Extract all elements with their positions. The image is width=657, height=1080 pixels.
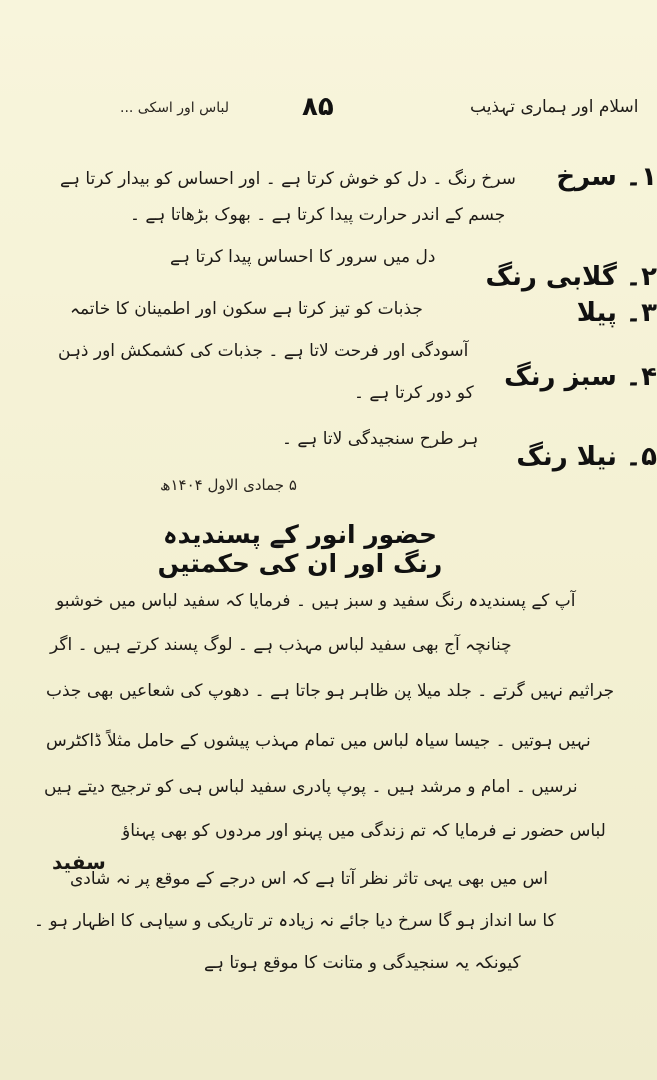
paragraph-line: جراثیم نہیں گرتے ۔ جلد میلا پن ظاہر ہو جاتا ہے ۔ دھوپ کی شعاعیں بھی جذب — [46, 681, 615, 701]
heading-red: ۱۔ سرخ — [556, 162, 657, 192]
page-header — [0, 92, 657, 132]
description-line: جذبات کو تیز کرتا ہے سکون اور اطمینان کا خاتمہ — [70, 299, 423, 319]
description-line: دل میں سرور کا احساس پیدا کرتا ہے — [170, 247, 436, 267]
header-left-text: لباس اور اسکی ... — [120, 100, 229, 116]
paragraph-line: نرسیں ۔ امام و مرشد ہیں ۔ پوپ پادری سفید لباس ہی کو ترجیح دیتے ہیں — [44, 777, 578, 797]
description-line: جسم کے اندر حرارت پیدا کرتا ہے ۔ بھوک بڑھاتا ہے ۔ — [130, 205, 506, 225]
description-line: سرخ رنگ ۔ دل کو خوش کرتا ہے ۔ اور احساس کو بیدار کرتا ہے — [60, 169, 516, 189]
paragraph-line: نہیں ہوتیں ۔ جیسا سیاہ لباس میں تمام مہذب پیشوں کے حامل مثلاً ڈاکٹرس — [46, 731, 591, 751]
description-line: کو دور کرتا ہے ۔ — [354, 383, 474, 403]
date-note: ۵ جمادی الاول ۱۴۰۴ھ — [160, 476, 297, 494]
page-number: ۸۵ — [302, 92, 334, 122]
paragraph-line: اس میں بھی یہی تاثر نظر آتا ہے کہ اس درجے کے موقع پر نہ شادی — [70, 869, 548, 889]
heading-pink: ۲۔ گلابی رنگ — [485, 262, 657, 292]
paragraph-line: لباس حضور نے فرمایا کہ تم زندگی میں پہنو اور مردوں کو بھی پہناؤ — [122, 821, 606, 841]
section-title: حضور انور کے پسندیدہ رنگ اور ان کی حکمتیں — [157, 520, 443, 578]
description-line: آسودگی اور فرحت لاتا ہے ۔ جذبات کی کشمکش اور ذہن — [58, 341, 469, 361]
header-right-text: اسلام اور ہماری تہذیب — [470, 97, 639, 117]
paragraph-line: کیونکہ یہ سنجیدگی و متانت کا موقع ہوتا ہے — [204, 953, 521, 973]
description-line: ہر طرح سنجیدگی لاتا ہے ۔ — [282, 429, 479, 449]
heading-yellow: ۳۔ پیلا — [576, 298, 657, 328]
heading-green: ۴۔ سبز رنگ — [504, 362, 657, 392]
paragraph-line: چنانچہ آج بھی سفید لباس مہذب ہے ۔ لوگ پسند کرتے ہیں ۔ اگر — [50, 635, 512, 655]
paragraph-line: کا سا انداز ہو گا سرخ دیا جائے نہ زیادہ تر تاریکی و سیاہی کا اظہار ہو ۔ — [34, 911, 556, 931]
paragraph-line: آپ کے پسندیدہ رنگ سفید و سبز ہیں ۔ فرمایا کہ سفید لباس میں خوشبو — [56, 591, 576, 611]
margin-word: سفید — [52, 850, 106, 874]
heading-blue: ۵۔ نیلا رنگ — [516, 442, 657, 472]
